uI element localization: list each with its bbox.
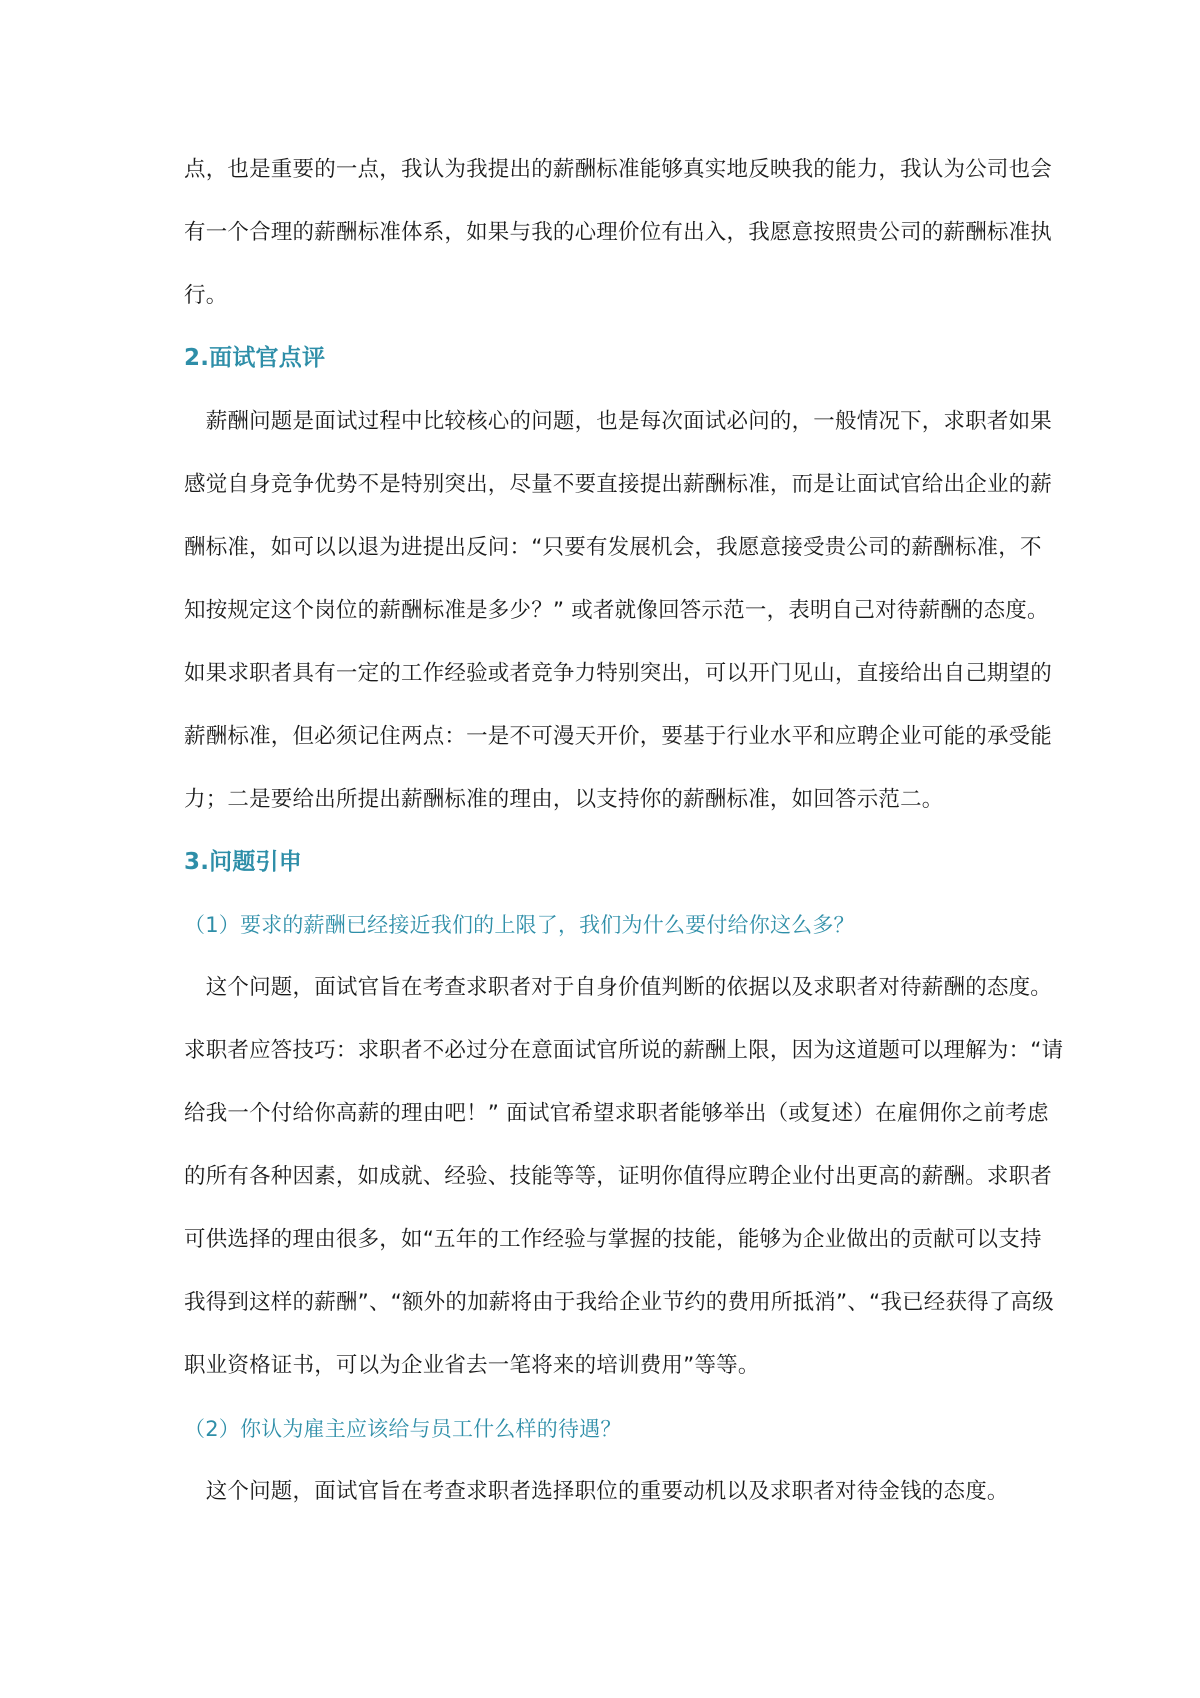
paragraph-line: 薪酬标准，但必须记住两点：一是不可漫天开价，要基于行业水平和应聘企业可能的承受能 [184, 724, 1053, 749]
paragraph-line: 职业资格证书，可以为企业省去一笔将来的培训费用”等等。 [184, 1353, 760, 1378]
paragraph-line: 这个问题，面试官旨在考查求职者选择职位的重要动机以及求职者对待金钱的态度。 [184, 1479, 1009, 1504]
paragraph-line: 的所有各种因素，如成就、经验、技能等等，证明你值得应聘企业付出更高的薪酬。求职者 [184, 1164, 1053, 1189]
paragraph-line: 如果求职者具有一定的工作经验或者竞争力特别突出，可以开门见山，直接给出自己期望的 [184, 661, 1053, 686]
paragraph-line: 力；二是要给出所提出薪酬标准的理由，以支持你的薪酬标准，如回答示范二。 [184, 787, 944, 812]
subheading-question-2: （2）你认为雇主应该给与员工什么样的待遇？ [184, 1417, 622, 1441]
paragraph-line: 酬标准，如可以以退为进提出反问：“只要有发展机会，我愿意接受贵公司的薪酬标准，不 [184, 535, 1042, 560]
section-heading-interviewer-comment: 2.面试官点评 [184, 345, 326, 371]
paragraph-line: 知按规定这个岗位的薪酬标准是多少？” 或者就像回答示范一，表明自己对待薪酬的态度。 [184, 598, 1049, 623]
paragraph-line: 行。 [184, 283, 228, 308]
paragraph-line: 我得到这样的薪酬”、“额外的加薪将由于我给企业节约的费用所抵消”、“我已经获得了高级 [184, 1290, 1054, 1315]
paragraph-line: 这个问题，面试官旨在考查求职者对于自身价值判断的依据以及求职者对待薪酬的态度。 [184, 975, 1053, 1000]
paragraph-line: 感觉自身竞争优势不是特别突出，尽量不要直接提出薪酬标准，而是让面试官给出企业的薪 [184, 472, 1053, 497]
paragraph-line: 给我一个付给你高薪的理由吧！” 面试官希望求职者能够举出（或复述）在雇佣你之前考虑 [184, 1101, 1049, 1126]
paragraph-line: 求职者应答技巧：求职者不必过分在意面试官所说的薪酬上限，因为这道题可以理解为：“请 [184, 1038, 1064, 1063]
paragraph-line: 点，也是重要的一点，我认为我提出的薪酬标准能够真实地反映我的能力，我认为公司也会 [184, 157, 1053, 182]
paragraph-line: 有一个合理的薪酬标准体系，如果与我的心理价位有出入，我愿意按照贵公司的薪酬标准执 [184, 220, 1053, 245]
section-heading-question-extension: 3.问题引申 [184, 849, 302, 875]
paragraph-line: 可供选择的理由很多，如“五年的工作经验与掌握的技能，能够为企业做出的贡献可以支持 [184, 1227, 1042, 1252]
paragraph-line: 薪酬问题是面试过程中比较核心的问题，也是每次面试必问的，一般情况下，求职者如果 [184, 409, 1053, 434]
subheading-question-1: （1）要求的薪酬已经接近我们的上限了，我们为什么要付给你这么多？ [184, 913, 855, 937]
